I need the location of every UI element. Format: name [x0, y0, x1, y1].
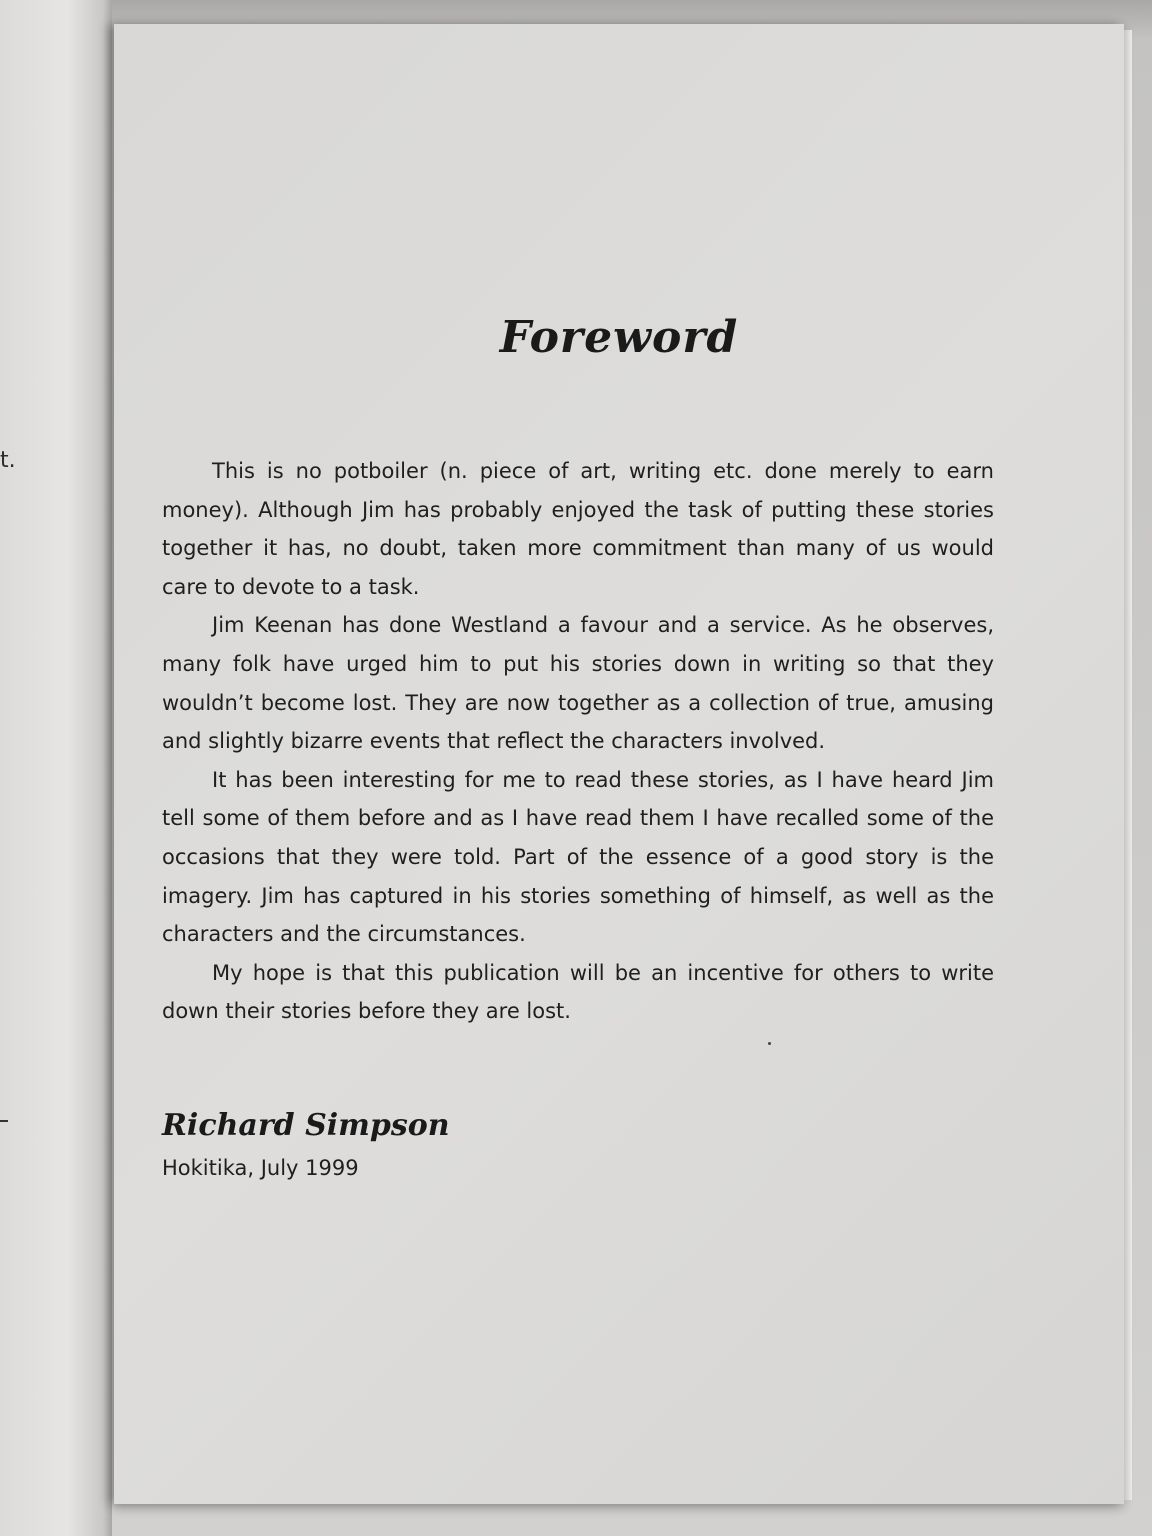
- foreword-body: [162, 452, 994, 1031]
- paragraph-4: My hope is that this publication will be an incentive for others to write down their stories before they are lost.: [162, 960, 994, 1024]
- facing-page: [0, 0, 112, 1536]
- book-page: [114, 24, 1124, 1504]
- author-signature: Richard Simpson: [162, 1108, 450, 1143]
- facing-page-text-fragment: t.: [0, 448, 16, 473]
- place-and-date: Hokitika, July 1999: [162, 1156, 359, 1180]
- facing-page-rule: [0, 1120, 8, 1122]
- paragraph-3: It has been interesting for me to read these stories, as I have heard Jim tell some of them before and as I have read them I have recalled some of the occasions that they were told. Part of the essence of a good story is the imagery. Jim has captured in his stories something of himself, as well as the characters and the circumstances.: [162, 767, 994, 947]
- paragraph-1: This is no potboiler (n. piece of art, writing etc. done merely to earn money). Although Jim has probably enjoyed the task of putting these stories together it has, no doubt, taken more commitment than many of us would care to devote to a task.: [162, 459, 994, 599]
- page-title: Foreword: [499, 312, 739, 363]
- paper-speck: [768, 1042, 771, 1045]
- page-edge: [1124, 30, 1132, 1500]
- paragraph-2: Jim Keenan has done Westland a favour and a service. As he observes, many folk have urged him to put his stories down in writing so that they wouldn’t become lost. They are now together as a collection of true, amusing and slightly bizarre events that reflect the characters involved.: [162, 613, 994, 754]
